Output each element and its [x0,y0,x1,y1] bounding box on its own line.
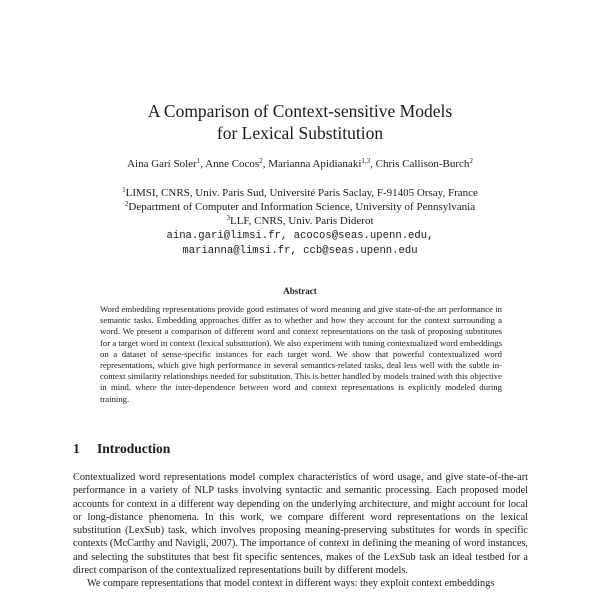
paragraph: Contextualized word representations model complex characteristics of word usage, and give state-of-the-art performance in a variety of NLP tasks involving syntactic and semantic processing. Each proposed model accounts for context in a different way depending on the underlying architecture, and might account for local or long-distance phenomena. In this work, we compare different word representations on the lexical substitution (LexSub) task, which involves proposing meaning-preserving substitutes for words in specific contexts (McCarthy and Navigli, 2007). The importance of context in defining the meaning of word instances, and selecting the substitutes that best fit specific sentences, makes of the LexSub task an ideal testbed for a direct comparison of the contextualized representations built by different models. [73,472,528,577]
paper-title-line-2: for Lexical Substitution [216,123,384,143]
paper-title-line-1: A Comparison of Context-sensitive Models [147,101,453,121]
affiliation-3: $^3$LLF, CNRS, Univ. Paris Diderot [226,214,374,227]
abstract-body [100,304,502,405]
section-title: Introduction [97,441,171,456]
section-heading-introduction [73,441,170,457]
abstract-text: Word embedding representations provide good estimates of word meaning and give state-of-the art performance in semantic tasks. Embedding approaches differ as to whether and how they account for the context surrounding a word. We present a comparison of different word and context representations on the task of proposing substitutes for a target word in context (lexical substitution). We also experiment with tuning contextualized word embeddings on a dataset of sense-specific instances for each target word. We show that powerful contextualized word representations, which give high performance in several semantics-related tasks, deal less well with the subtle in-context similarity relationships needed for substitution. This is better handled by models trained with this objective in mind, where the inter-dependence between word and context representations is explicitly modeled during training. [100,304,502,404]
abstract-heading: Abstract [283,286,317,296]
affiliation-2: $^2$Department of Computer and Information Science, University of Pennsylvania [124,200,476,213]
author: Anne Cocos$^2$, [205,157,269,170]
introduction-body [73,471,528,591]
email-line-1: aina.gari@limsi.fr, acocos@seas.upenn.edu, [166,230,434,242]
affiliation-1: $^1$LIMSI, CNRS, Univ. Paris Sud, Université Paris Saclay, F-91405 Orsay, France [122,186,478,199]
author: Aina Garí Soler$^1$, [127,157,206,170]
author: Chris Callison-Burch$^2$ [375,157,473,170]
section-number: 1 [73,441,80,456]
paragraph: We compare representations that model context in different ways: they exploit context embeddings [87,578,495,590]
author-list [0,158,600,171]
email-line-2: marianna@limsi.fr, ccb@seas.upenn.edu [182,245,418,257]
author: Marianna Apidianaki$^{1,3}$, [268,157,376,170]
